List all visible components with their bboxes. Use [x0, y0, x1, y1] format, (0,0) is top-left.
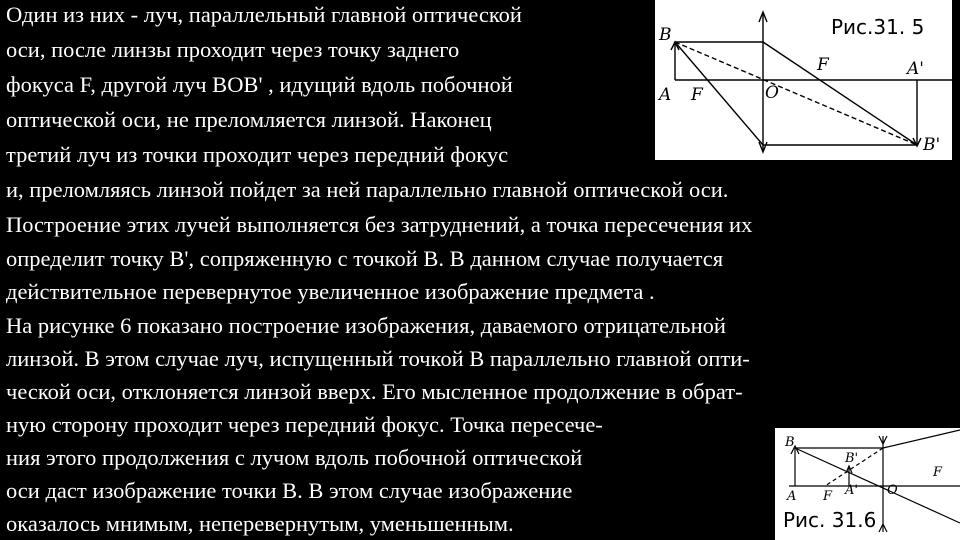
- label-B: B: [659, 25, 672, 45]
- ray-through-front-focus: [675, 42, 763, 145]
- label-F-left: F: [823, 489, 833, 504]
- figure-5: [655, 0, 952, 160]
- label-B-prime: B': [923, 135, 941, 155]
- text-line: На рисунке 6 показано построение изображения, даваемого отрицательной: [6, 313, 726, 338]
- text-line: Один из них - луч, параллельный главной оптической: [6, 2, 522, 27]
- text-line: оптической оси, не преломляется линзой. Наконец: [6, 107, 492, 132]
- ray-central: [675, 42, 917, 145]
- text-line: фокуса F, другой луч BOB' , идущий вдоль побочной: [6, 72, 513, 97]
- text-line: третий луч из точки проходит через передний фокус: [6, 142, 509, 167]
- label-F-right: F: [933, 465, 943, 480]
- label-O: O: [765, 83, 779, 103]
- text-line: ния этого продолжения с лучом вдоль побочной оптической: [6, 445, 583, 470]
- text-line: ную сторону проходит через передний фокус. Точка пересече-: [6, 412, 603, 437]
- text-line: действительное перевернутое увеличенное изображение предмета .: [6, 279, 655, 304]
- text-line: линзой. В этом случае луч, испущенный точкой B параллельно главной опти-: [6, 346, 750, 371]
- text-line: оказалось мнимым, неперевернутым, уменьшенным.: [6, 511, 514, 536]
- label-A: A: [659, 85, 672, 105]
- text-line: определит точку B', сопряженную с точкой B. В данном случае получается: [6, 246, 724, 271]
- text-line: оси, после линзы проходит через точку заднего: [6, 37, 460, 62]
- label-O: O: [887, 483, 898, 498]
- label-F-left: F: [691, 85, 703, 105]
- text-line: и, преломляясь линзой пойдет за ней параллельно главной оптической оси.: [6, 177, 729, 202]
- label-A: A: [787, 489, 797, 504]
- label-F-right: F: [817, 55, 829, 75]
- label-B: B: [785, 435, 795, 450]
- label-A-prime: A': [845, 483, 858, 498]
- ray-refracted: [883, 430, 960, 448]
- figure-5-caption: Рис.31. 5: [831, 15, 925, 39]
- figure-6: [775, 428, 960, 540]
- label-A-prime: A': [907, 59, 924, 79]
- text-line: ческой оси, отклоняется линзой вверх. Его мысленное продолжение в обрат-: [6, 379, 743, 404]
- label-B-prime: B': [845, 451, 859, 466]
- ray-through-back-focus: [763, 42, 917, 145]
- text-line: Построение этих лучей выполняется без затруднений, а точка пересечения их: [6, 212, 753, 237]
- text-line: оси даст изображение точки B. В этом случае изображение: [6, 478, 573, 503]
- figure-6-caption: Рис. 31.6: [783, 508, 877, 532]
